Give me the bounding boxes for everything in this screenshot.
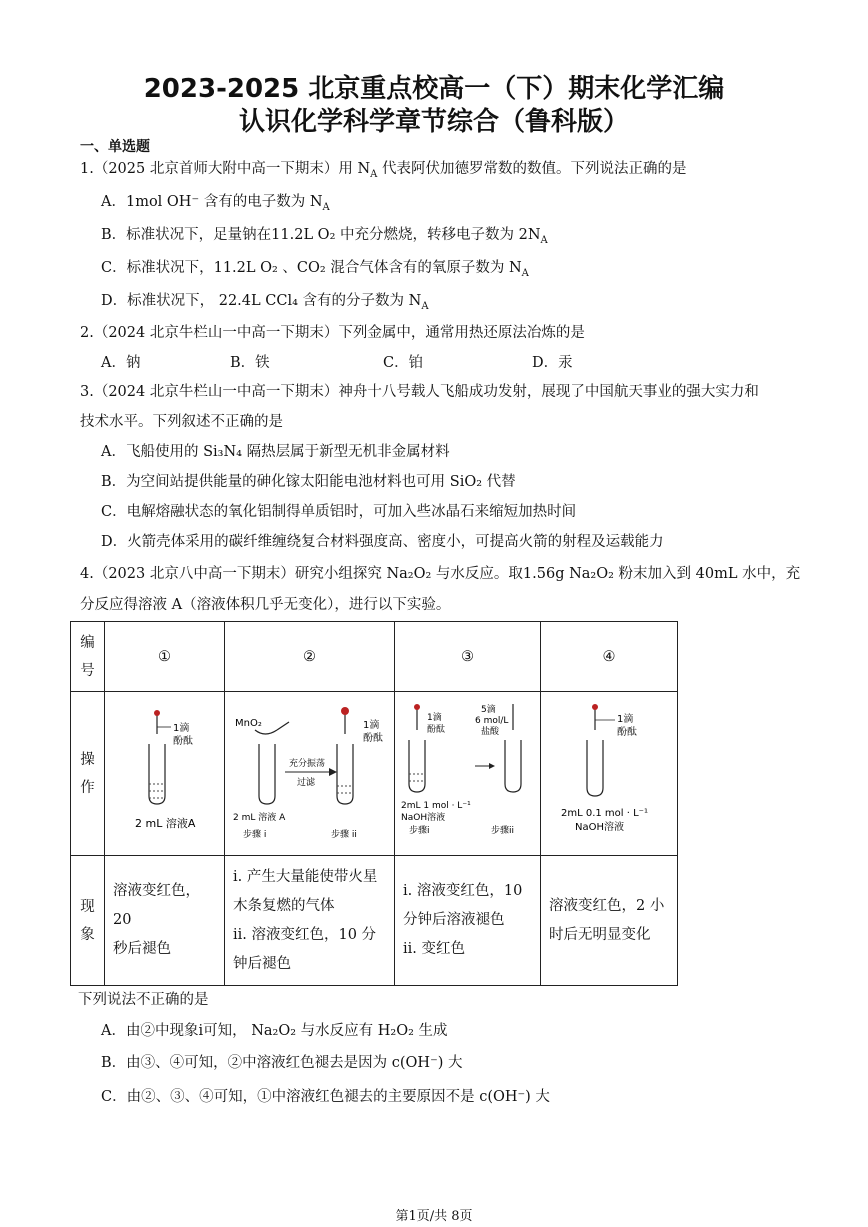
svg-text:NaOH溶液: NaOH溶液 <box>401 813 446 823</box>
operation-2 <box>225 692 395 856</box>
page-footer: 第1页/共 8页 <box>395 1209 473 1224</box>
row-label-operation: 操作 <box>71 692 105 856</box>
svg-text:2 mL 溶液A: 2 mL 溶液A <box>135 817 196 830</box>
q3-stem-line-1: 3.（2024 北京牛栏山一中高一下期末）神舟十八号载人飞船成功发射，展现了中国航天事业的强大实力和 <box>80 384 759 400</box>
q3-option-b: B．为空间站提供能量的砷化镓太阳能电池材料也可用 SiO₂ 代替 <box>101 474 516 490</box>
experiment-4-diagram <box>541 692 677 851</box>
phenomenon-4: 溶液变红色，2 小 时后无明显变化 <box>541 856 678 986</box>
experiment-table <box>70 621 678 986</box>
header-1: ① <box>105 622 225 692</box>
svg-text:步骤ii: 步骤ii <box>491 826 515 836</box>
phenomenon-1: 溶液变红色，20 秒后褪色 <box>105 856 225 986</box>
q3-option-c: C．电解熔融状态的氧化铝制得单质铝时，可加入些冰晶石来缩短加热时间 <box>101 504 577 520</box>
q1-option-b: B．标准状况下，足量钠在11.2L O₂ 中充分燃烧，转移电子数为 $2N_A$ <box>101 227 548 246</box>
svg-text:酚酞: 酚酞 <box>617 727 637 738</box>
svg-text:1滴: 1滴 <box>363 720 380 731</box>
svg-text:MnO₂: MnO₂ <box>235 718 262 729</box>
svg-text:盐酸: 盐酸 <box>481 727 500 737</box>
q4-stem-line-2: 分反应得溶液 A（溶液体积几乎无变化），进行以下实验。 <box>80 597 451 613</box>
svg-text:2 mL 溶液 A: 2 mL 溶液 A <box>233 813 286 823</box>
svg-text:6 mol/L: 6 mol/L <box>475 716 509 726</box>
q3-stem-line-2: 技术水平。下列叙述不正确的是 <box>80 414 283 430</box>
q2-stem: 2.（2024 北京牛栏山一中高一下期末）下列金属中，通常用热还原法冶炼的是 <box>80 325 585 341</box>
experiment-3-diagram <box>395 692 540 851</box>
title-line-1: 2023-2025 北京重点校高一（下）期末化学汇编 <box>143 74 725 104</box>
q4-option-b: B．由③、④可知，②中溶液红色褪去是因为 c(OH⁻) 大 <box>101 1055 463 1071</box>
q3-option-d: D．火箭壳体采用的碳纤维缠绕复合材料强度高、密度小，可提高火箭的射程及运载能力 <box>101 534 664 550</box>
q2-option-b: B．铁 <box>230 355 270 371</box>
svg-text:充分振荡: 充分振荡 <box>289 759 326 769</box>
svg-text:1滴: 1滴 <box>173 723 190 734</box>
phenomenon-3: i. 溶液变红色，10 分钟后溶液褪色 ii. 变红色 <box>395 856 541 986</box>
header-3: ③ <box>395 622 541 692</box>
table-row-operation <box>71 692 678 856</box>
q1-stem: 1.（2025 北京首师大附中高一下期末）用 $N_A$ 代表阿伏加德罗常数的数值。下列说法正确的是 <box>80 161 687 180</box>
q1-option-d: D．标准状况下， 22.4L CCl₄ 含有的分子数为 $N_A$ <box>101 293 429 312</box>
operation-3 <box>395 692 541 856</box>
svg-text:步骤i: 步骤i <box>409 826 430 836</box>
section-heading: 一、单选题 <box>80 139 150 155</box>
header-2: ② <box>225 622 395 692</box>
svg-text:1滴: 1滴 <box>427 713 442 723</box>
q3-option-a: A．飞船使用的 Si₃N₄ 隔热层属于新型无机非金属材料 <box>101 444 450 460</box>
q1-option-c: C．标准状况下，11.2L O₂ 、CO₂ 混合气体含有的氧原子数为 $N_A$ <box>101 260 529 279</box>
q4-option-c: C．由②、③、④可知，①中溶液红色褪去的主要原因不是 c(OH⁻) 大 <box>101 1089 550 1105</box>
col-label-number: 编号 <box>71 622 105 692</box>
operation-4 <box>541 692 678 856</box>
table-header-row <box>71 622 678 692</box>
q4-stem-line-1: 4.（2023 北京八中高一下期末）研究小组探究 Na₂O₂ 与水反应。取1.56g Na₂O₂ 粉末加入到 40mL 水中，充 <box>80 566 801 582</box>
q2-option-d: D．汞 <box>532 355 573 371</box>
experiment-1-diagram <box>105 692 224 851</box>
operation-1 <box>105 692 225 856</box>
title-line-2: 认识化学科学章节综合（鲁科版） <box>238 107 629 137</box>
q4-after-text: 下列说法不正确的是 <box>78 992 209 1008</box>
q4-option-a: A．由②中现象i可知， Na₂O₂ 与水反应有 H₂O₂ 生成 <box>101 1023 448 1039</box>
svg-text:步骤 ii: 步骤 ii <box>331 830 357 840</box>
q2-option-a: A．钠 <box>101 355 141 371</box>
svg-text:2mL 1 mol · L⁻¹: 2mL 1 mol · L⁻¹ <box>401 801 471 811</box>
q2-option-c: C．铂 <box>383 355 424 371</box>
svg-text:酚酞: 酚酞 <box>363 733 383 744</box>
svg-text:NaOH溶液: NaOH溶液 <box>575 822 624 833</box>
svg-text:过滤: 过滤 <box>297 778 316 788</box>
row-label-phenomenon: 现象 <box>71 856 105 986</box>
svg-text:1滴: 1滴 <box>617 714 634 725</box>
svg-text:步骤 i: 步骤 i <box>243 830 267 840</box>
svg-text:酚酞: 酚酞 <box>173 736 193 747</box>
phenomenon-2: i. 产生大量能使带火星 木条复燃的气体 ii. 溶液变红色，10 分 钟后褪色 <box>225 856 395 986</box>
svg-text:2mL 0.1 mol · L⁻¹: 2mL 0.1 mol · L⁻¹ <box>561 808 648 819</box>
header-4: ④ <box>541 622 678 692</box>
q1-option-a: A．1mol OH⁻ 含有的电子数为 $N_A$ <box>101 194 330 213</box>
svg-text:酚酞: 酚酞 <box>427 725 446 735</box>
svg-text:5滴: 5滴 <box>481 705 496 715</box>
table-row-phenomenon <box>71 856 678 986</box>
experiment-2-diagram <box>225 692 394 851</box>
